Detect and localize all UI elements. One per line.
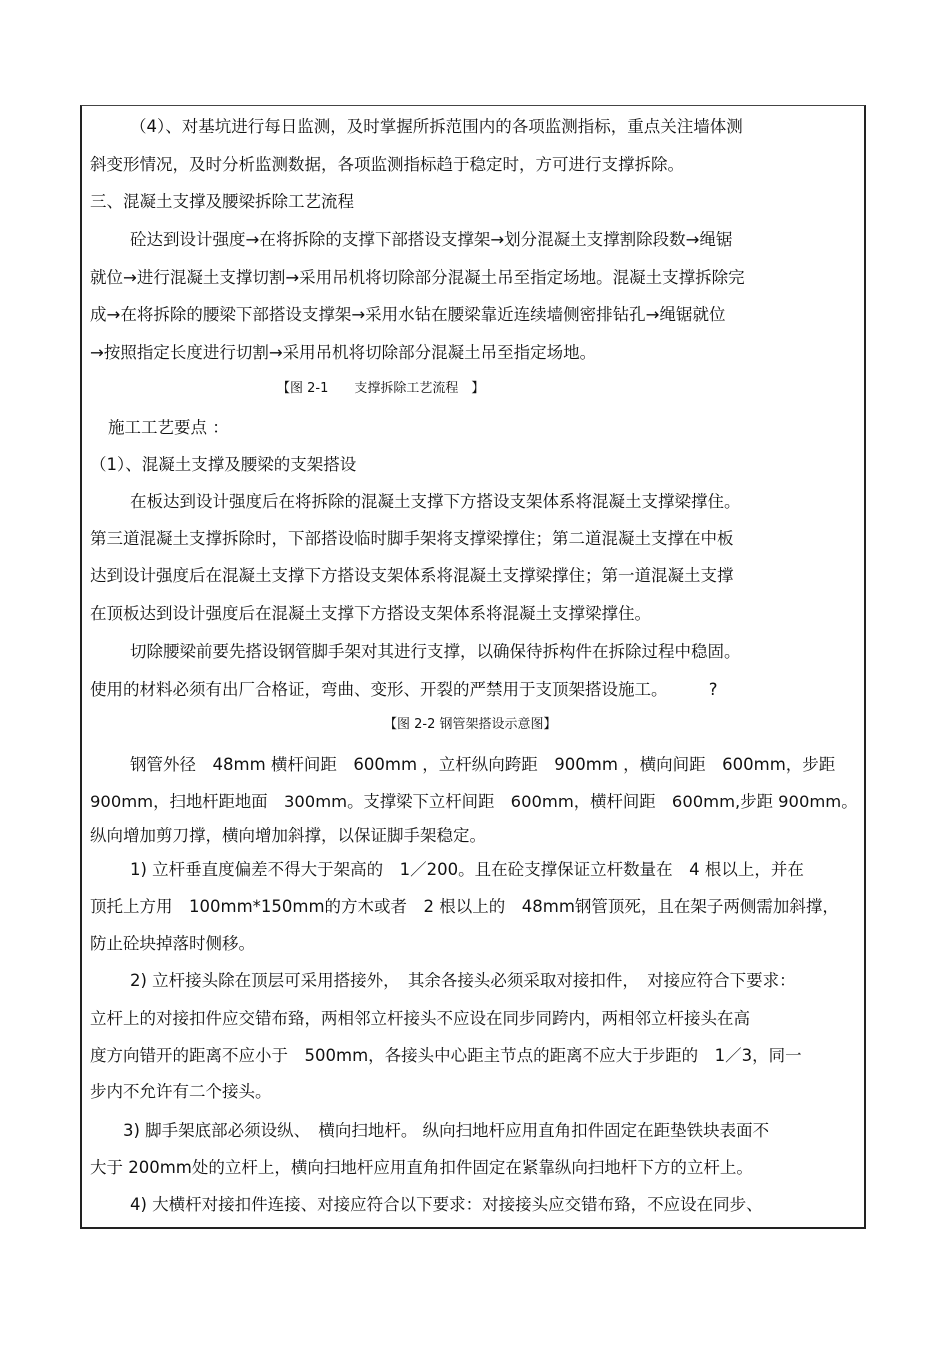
figure-caption: 【图 2-2 钢管架搭设示意图】 — [384, 717, 557, 732]
text-line: 砼达到设计强度→在将拆除的支撑下部搭设支撑架→划分混凝土支撑割除段数→绳锯 — [130, 230, 733, 249]
text-line: 钢管外径 48mm 横杆间距 600mm ，立杆纵向跨距 900mm ，横向间距 600mm，步距 — [130, 755, 836, 774]
text-line: 防止砼块掉落时侧移。 — [90, 934, 255, 953]
text-line: 成→在将拆除的腰梁下部搭设支撑架→采用水钻在腰梁靠近连续墙侧密排钻孔→绳锯就位 — [90, 305, 726, 324]
text-line: 使用的材料必须有出厂合格证，弯曲、变形、开裂的严禁用于支顶架搭设施工。 ? — [90, 680, 718, 699]
text-line: 2) 立杆接头除在顶层可采用搭接外， 其余各接头必须采取对接扣件， 对接应符合下要求： — [130, 971, 796, 990]
text-line: 大于 200mm处的立杆上，横向扫地杆应用直角扣件固定在紧靠纵向扫地杆下方的立杆上。 — [90, 1158, 753, 1177]
text-line: 3) 脚手架底部必须设纵、 横向扫地杆。 纵向扫地杆应用直角扣件固定在距垫铁块表面不 — [123, 1121, 770, 1140]
text-line: 纵向增加剪刀撑，横向增加斜撑，以保证脚手架稳定。 — [90, 826, 486, 845]
text-line: 斜变形情况，及时分析监测数据，各项监测指标趋于稳定时，方可进行支撑拆除。 — [90, 155, 684, 174]
text-line: 在板达到设计强度后在将拆除的混凝土支撑下方搭设支架体系将混凝土支撑梁撑住。 — [130, 492, 741, 511]
text-line: 度方向错开的距离不应小于 500mm，各接头中心距主节点的距离不应大于步距的 1／3，同一 — [90, 1046, 802, 1065]
section-heading: 三、混凝土支撑及腰梁拆除工艺流程 — [90, 192, 354, 211]
text-line: 在顶板达到设计强度后在混凝土支撑下方搭设支架体系将混凝土支撑梁撑住。 — [90, 604, 651, 623]
text-line: 立杆上的对接扣件应交错布臵，两相邻立杆接头不应设在同步同跨内，两相邻立杆接头在高 — [90, 1009, 750, 1028]
figure-caption: 【图 2-1 支撑拆除工艺流程 】 — [277, 381, 485, 396]
text-line: （4）、对基坑进行每日监测，及时掌握所拆范围内的各项监测指标，重点关注墙体测 — [130, 117, 743, 136]
text-line: 4) 大横杆对接扣件连接、对接应符合以下要求：对接接头应交错布臵，不应设在同步、 — [130, 1195, 763, 1214]
text-line: 就位→进行混凝土支撑切割→采用吊机将切除部分混凝土吊至指定场地。混凝土支撑拆除完 — [90, 268, 745, 287]
text-line: 步内不允许有二个接头。 — [90, 1082, 272, 1101]
text-line: 施工工艺要点 ： — [108, 418, 229, 437]
text-line: 顶托上方用 100mm*150mm的方木或者 2 根以上的 48mm钢管顶死，且在架子两侧需加斜撑， — [90, 897, 839, 916]
text-line: 900mm，扫地杆距地面 300mm。支撑梁下立杆间距 600mm，横杆间距 600mm,步距 900mm。 — [90, 792, 858, 811]
text-line: 切除腰梁前要先搭设钢管脚手架对其进行支撑，以确保待拆构件在拆除过程中稳固。 — [130, 642, 741, 661]
text-line: →按照指定长度进行切割→采用吊机将切除部分混凝土吊至指定场地。 — [90, 343, 597, 362]
text-line: 1) 立杆垂直度偏差不得大于架高的 1／200。且在砼支撑保证立杆数量在 4 根以上，并在 — [130, 860, 804, 879]
subsection-heading: （1）、混凝土支撑及腰梁的支架搭设 — [90, 455, 357, 474]
text-line: 达到设计强度后在混凝土支撑下方搭设支架体系将混凝土支撑梁撑住；第一道混凝土支撑 — [90, 566, 734, 585]
text-line: 第三道混凝土支撑拆除时，下部搭设临时脚手架将支撑梁撑住；第二道混凝土支撑在中板 — [90, 529, 734, 548]
